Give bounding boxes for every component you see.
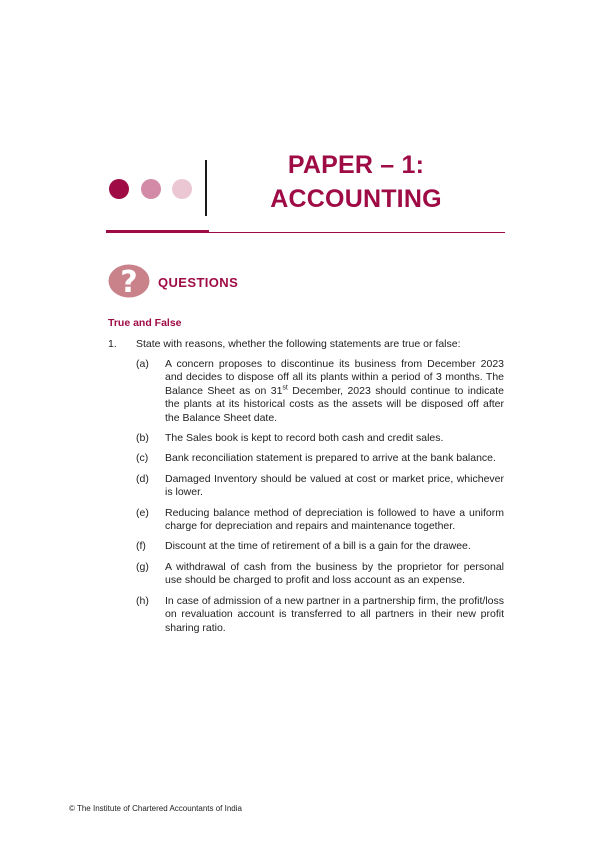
statement-list — [136, 358, 504, 642]
header-rule-accent — [106, 230, 209, 233]
item-label: (h) — [136, 594, 149, 607]
item-text: Reducing balance method of depreciation is followed to have a uniform charge for depreciation and repairs and maintenance together. — [165, 506, 504, 533]
question-mark-icon — [108, 264, 150, 298]
list-item — [136, 358, 504, 425]
item-text: A withdrawal of cash from the business by the proprietor for personal use should be charged to profit and loss account as an expense. — [165, 560, 504, 587]
item-label: (e) — [136, 506, 149, 519]
item-text: Damaged Inventory should be valued at cost or market price, whichever is lower. — [165, 472, 504, 499]
item-label: (d) — [136, 472, 149, 485]
list-item — [136, 432, 504, 445]
item-text: The Sales book is kept to record both cash and credit sales. — [165, 432, 444, 445]
item-label: (f) — [136, 540, 146, 553]
section-title: True and False — [108, 317, 182, 329]
item-text: A concern proposes to discontinue its business from December 2023 and decides to dispose off all its plants within a period of 3 months. The Balance Sheet as on 31st December, 2023 should continue to indicate the plants at its historical costs as the assets will be disposed off after the Balance Sheet date. — [165, 358, 504, 424]
page-title-line2: ACCOUNTING — [270, 185, 442, 213]
list-item — [136, 561, 504, 588]
list-item — [136, 473, 504, 500]
item-text: Discount at the time of retirement of a bill is a gain for the drawee. — [165, 540, 471, 553]
copyright-footer: © The Institute of Chartered Accountants of India — [69, 804, 242, 813]
list-item — [136, 540, 504, 553]
item-label: (b) — [136, 432, 149, 445]
dot-dark — [109, 179, 129, 199]
item-label: (a) — [136, 358, 149, 370]
list-item — [136, 595, 504, 635]
question-number: 1. — [108, 338, 117, 350]
page-title-line1: PAPER – 1: — [287, 151, 425, 179]
question-text: State with reasons, whether the following statements are true or false: — [136, 338, 461, 350]
item-label: (g) — [136, 560, 149, 573]
svg-text:?: ? — [120, 265, 138, 298]
item-label: (c) — [136, 452, 149, 465]
item-text: In case of admission of a new partner in a partnership firm, the profit/loss on revaluation account is transferred to all partners in their new profit sharing ratio. — [165, 594, 504, 634]
item-text: Bank reconciliation statement is prepared to arrive at the bank balance. — [165, 452, 496, 465]
dot-medium — [141, 179, 161, 199]
list-item — [136, 507, 504, 534]
questions-heading: QUESTIONS — [158, 275, 239, 290]
list-item — [136, 452, 504, 465]
dot-light — [172, 179, 192, 199]
header-divider — [205, 160, 207, 216]
